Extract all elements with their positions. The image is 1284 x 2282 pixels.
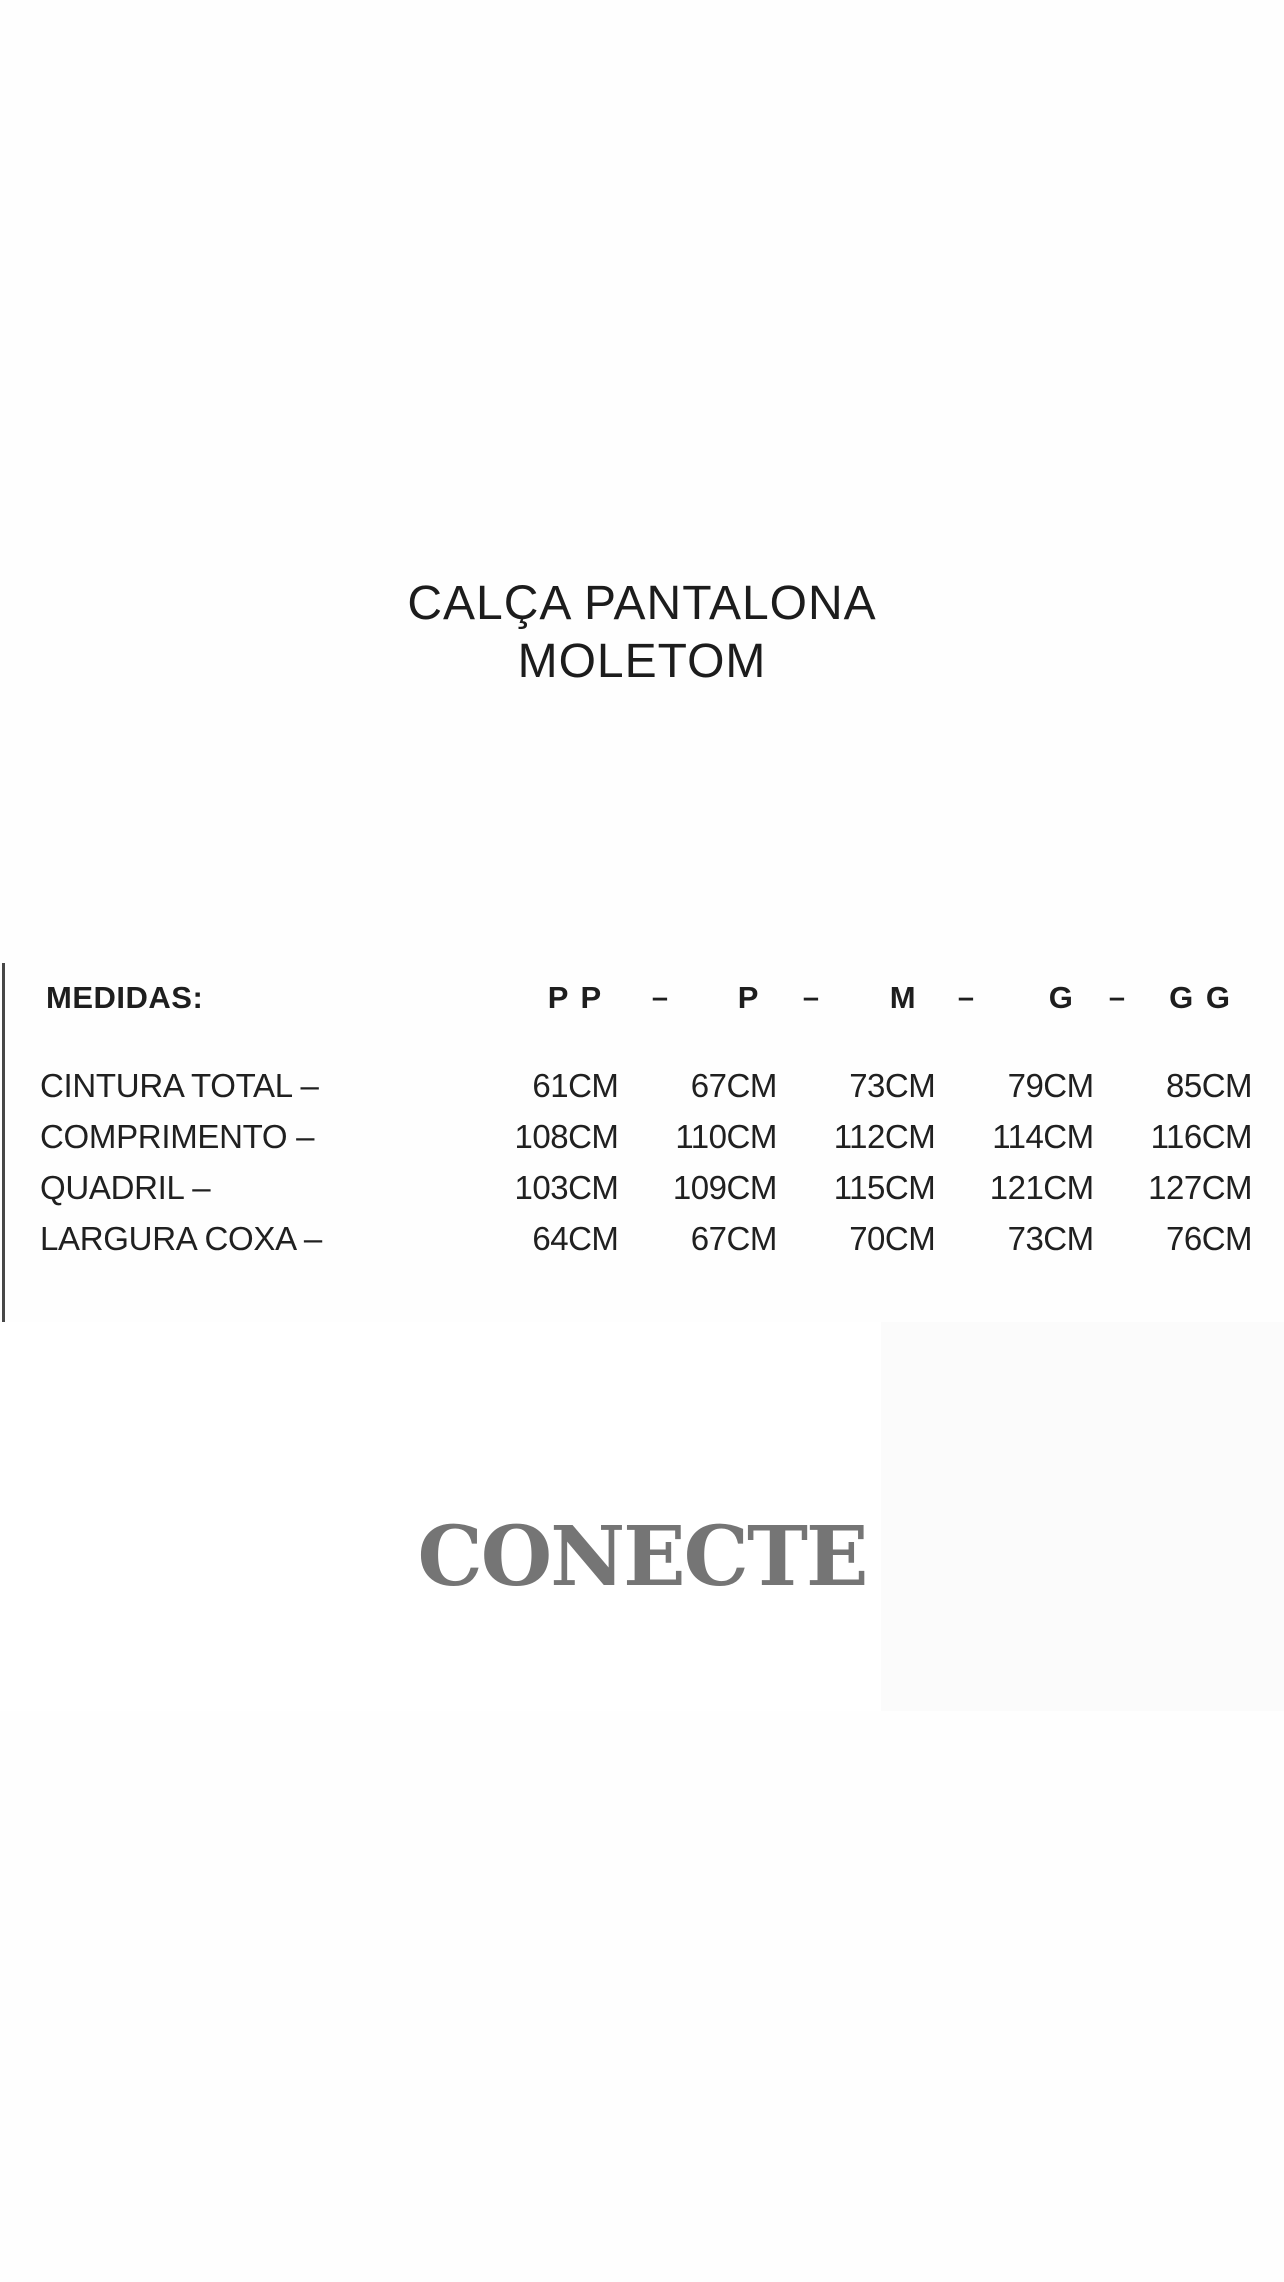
measurement-value: 76CM: [1166, 1220, 1253, 1257]
measurement-value: 115CM: [833, 1169, 936, 1206]
measurement-label: QUADRIL –: [40, 1169, 211, 1206]
measurement-value: 109CM: [672, 1169, 777, 1206]
title-line-1: CALÇA PANTALONA: [407, 577, 877, 630]
measurements-table: [0, 1060, 1284, 1264]
measurement-value: 73CM: [1007, 1220, 1094, 1257]
measurement-value: 110CM: [675, 1118, 777, 1155]
size-header-gg: G G: [1169, 980, 1233, 1015]
size-separator-dash: –: [1108, 982, 1126, 1014]
size-chart-section: [0, 963, 1284, 1322]
title-line-2: MOLETOM: [517, 635, 767, 688]
measurements-label: MEDIDAS:: [46, 980, 204, 1015]
measurement-value: 64CM: [532, 1220, 619, 1257]
measurement-label: CINTURA TOTAL –: [40, 1067, 319, 1104]
measurement-value: 67CM: [690, 1067, 777, 1104]
measurement-value: 121CM: [989, 1169, 1094, 1206]
measurement-value: 103CM: [514, 1169, 619, 1206]
measurement-row: [0, 1060, 1284, 1111]
measurement-value: 116CM: [1150, 1118, 1253, 1155]
product-title: [0, 575, 1284, 691]
measurement-value: 70CM: [849, 1220, 936, 1257]
measurement-value: 67CM: [690, 1220, 777, 1257]
measurement-value: 114CM: [992, 1118, 1094, 1155]
measurement-value: 79CM: [1007, 1067, 1094, 1104]
size-separator-dash: –: [802, 982, 820, 1014]
measurement-label: COMPRIMENTO –: [40, 1118, 315, 1155]
measurement-value: 85CM: [1166, 1067, 1253, 1104]
measurement-row: [0, 1162, 1284, 1213]
measurement-row: [0, 1213, 1284, 1264]
measurement-value: 108CM: [514, 1118, 619, 1155]
size-header-pp: P P: [547, 980, 604, 1015]
size-header-row: [0, 978, 1284, 1018]
measurement-value: 127CM: [1148, 1169, 1253, 1206]
brand-logo: CONECTE: [417, 1509, 867, 1605]
size-separator-dash: –: [957, 982, 975, 1014]
size-header-p: P: [737, 980, 761, 1015]
measurement-value: 73CM: [849, 1067, 936, 1104]
size-separator-dash: –: [651, 982, 669, 1014]
measurement-value: 61CM: [532, 1067, 619, 1104]
measurement-row: [0, 1111, 1284, 1162]
size-header-m: M: [889, 980, 918, 1015]
size-header-g: G: [1048, 980, 1075, 1015]
measurement-value: 112CM: [833, 1118, 936, 1155]
measurement-label: LARGURA COXA –: [40, 1220, 322, 1257]
